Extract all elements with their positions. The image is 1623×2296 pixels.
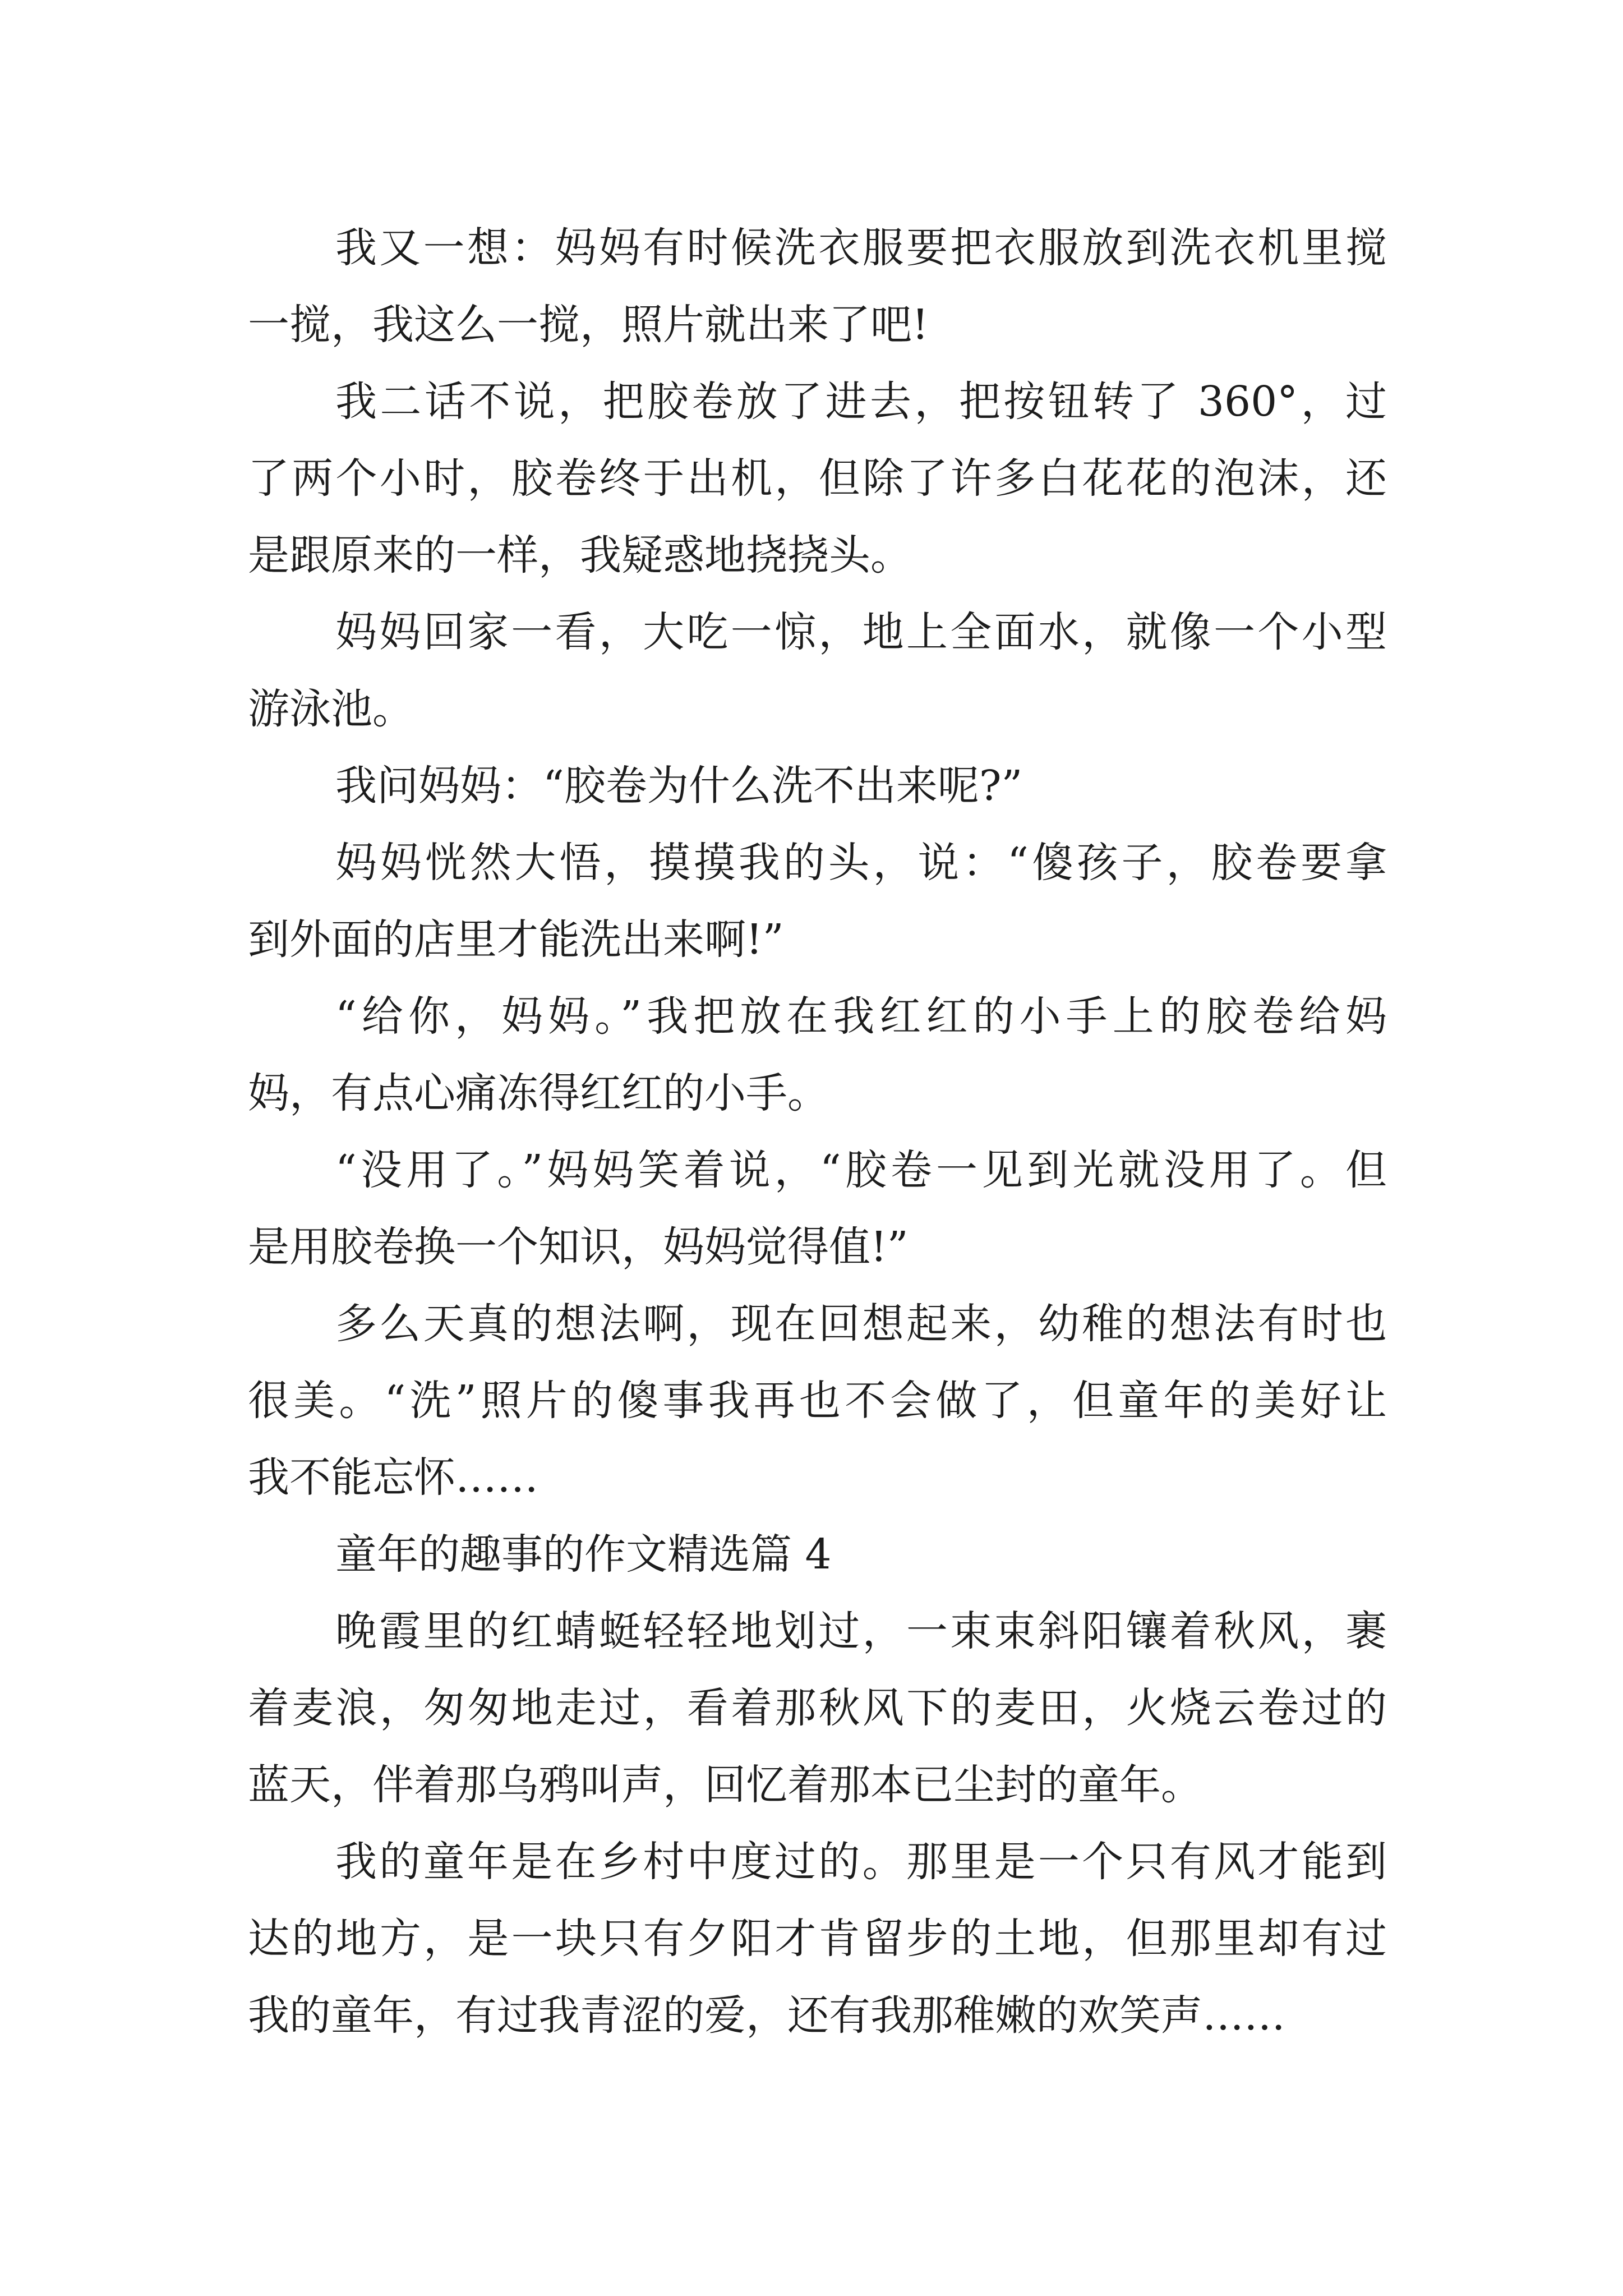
paragraph-line: 妈妈回家一看，大吃一惊，地上全面水，就像一个小型 [335,608,1387,656]
paragraph-line: 妈妈恍然大悟，摸摸我的头，说：“傻孩子，胶卷要拿 [335,839,1387,887]
paragraph-line: “没用了。”妈妈笑着说，“胶卷一见到光就没用了。但 [335,1146,1387,1194]
paragraph-line: 了两个小时，胶卷终于出机，但除了许多白花花的泡沫，还 [248,454,1387,503]
paragraph [248,825,1387,978]
paragraph [248,978,1387,1132]
paragraph-line: 蓝天，伴着那乌鸦叫声，回忆着那本已尘封的童年。 [248,1761,1202,1809]
paragraph-line: 妈，有点心痛冻得红红的小手。 [248,1069,829,1117]
paragraph-line: 游泳池。 [248,685,414,733]
paragraph-line: 我二话不说，把胶卷放了进去，把按钮转了 360°，过 [335,378,1387,426]
paragraph-line: 到外面的店里才能洗出来啊!” [248,915,784,964]
paragraph [248,1593,1387,1824]
paragraph-line: “给你，妈妈。”我把放在我红红的小手上的胶卷给妈 [335,992,1387,1041]
paragraph [248,1286,1387,1516]
paragraph-line: 是跟原来的一样，我疑惑地挠挠头。 [248,531,912,579]
paragraph-line: 我问妈妈：“胶卷为什么洗不出来呢?” [335,762,1023,810]
paragraph-line: 一搅，我这么一搅，照片就出来了吧! [248,301,929,349]
paragraph-line: 达的地方，是一块只有夕阳才肯留步的土地，但那里却有过 [248,1915,1387,1963]
paragraph-line: 我的童年，有过我青涩的爱，还有我那稚嫩的欢笑声…… [248,1991,1285,2040]
paragraph-line: 多么天真的想法啊，现在回想起来，幼稚的想法有时也 [335,1300,1387,1348]
section-heading [248,1516,1387,1593]
paragraph [248,364,1387,594]
paragraph [248,210,1387,364]
paragraph [248,594,1387,748]
paragraph-line: 着麦浪，匆匆地走过，看着那秋风下的麦田，火烧云卷过的 [248,1684,1387,1732]
paragraph-line: 是用胶卷换一个知识，妈妈觉得值!” [248,1223,909,1271]
paragraph [248,1824,1387,2054]
paragraph-line: 我不能忘怀…… [248,1453,538,1502]
paragraph-line: 晚霞里的红蜻蜓轻轻地划过，一束束斜阳镶着秋风，裹 [335,1607,1387,1655]
document-body [248,210,1387,2054]
paragraph [248,1132,1387,1286]
paragraph-line: 我又一想：妈妈有时候洗衣服要把衣服放到洗衣机里搅 [335,224,1387,272]
paragraph-line: 很美。“洗”照片的傻事我再也不会做了，但童年的美好让 [248,1377,1387,1425]
paragraph [248,748,1387,825]
paragraph-line: 我的童年是在乡村中度过的。那里是一个只有风才能到 [335,1838,1387,1886]
section-heading-text: 童年的趣事的作文精选篇 4 [335,1530,832,1579]
